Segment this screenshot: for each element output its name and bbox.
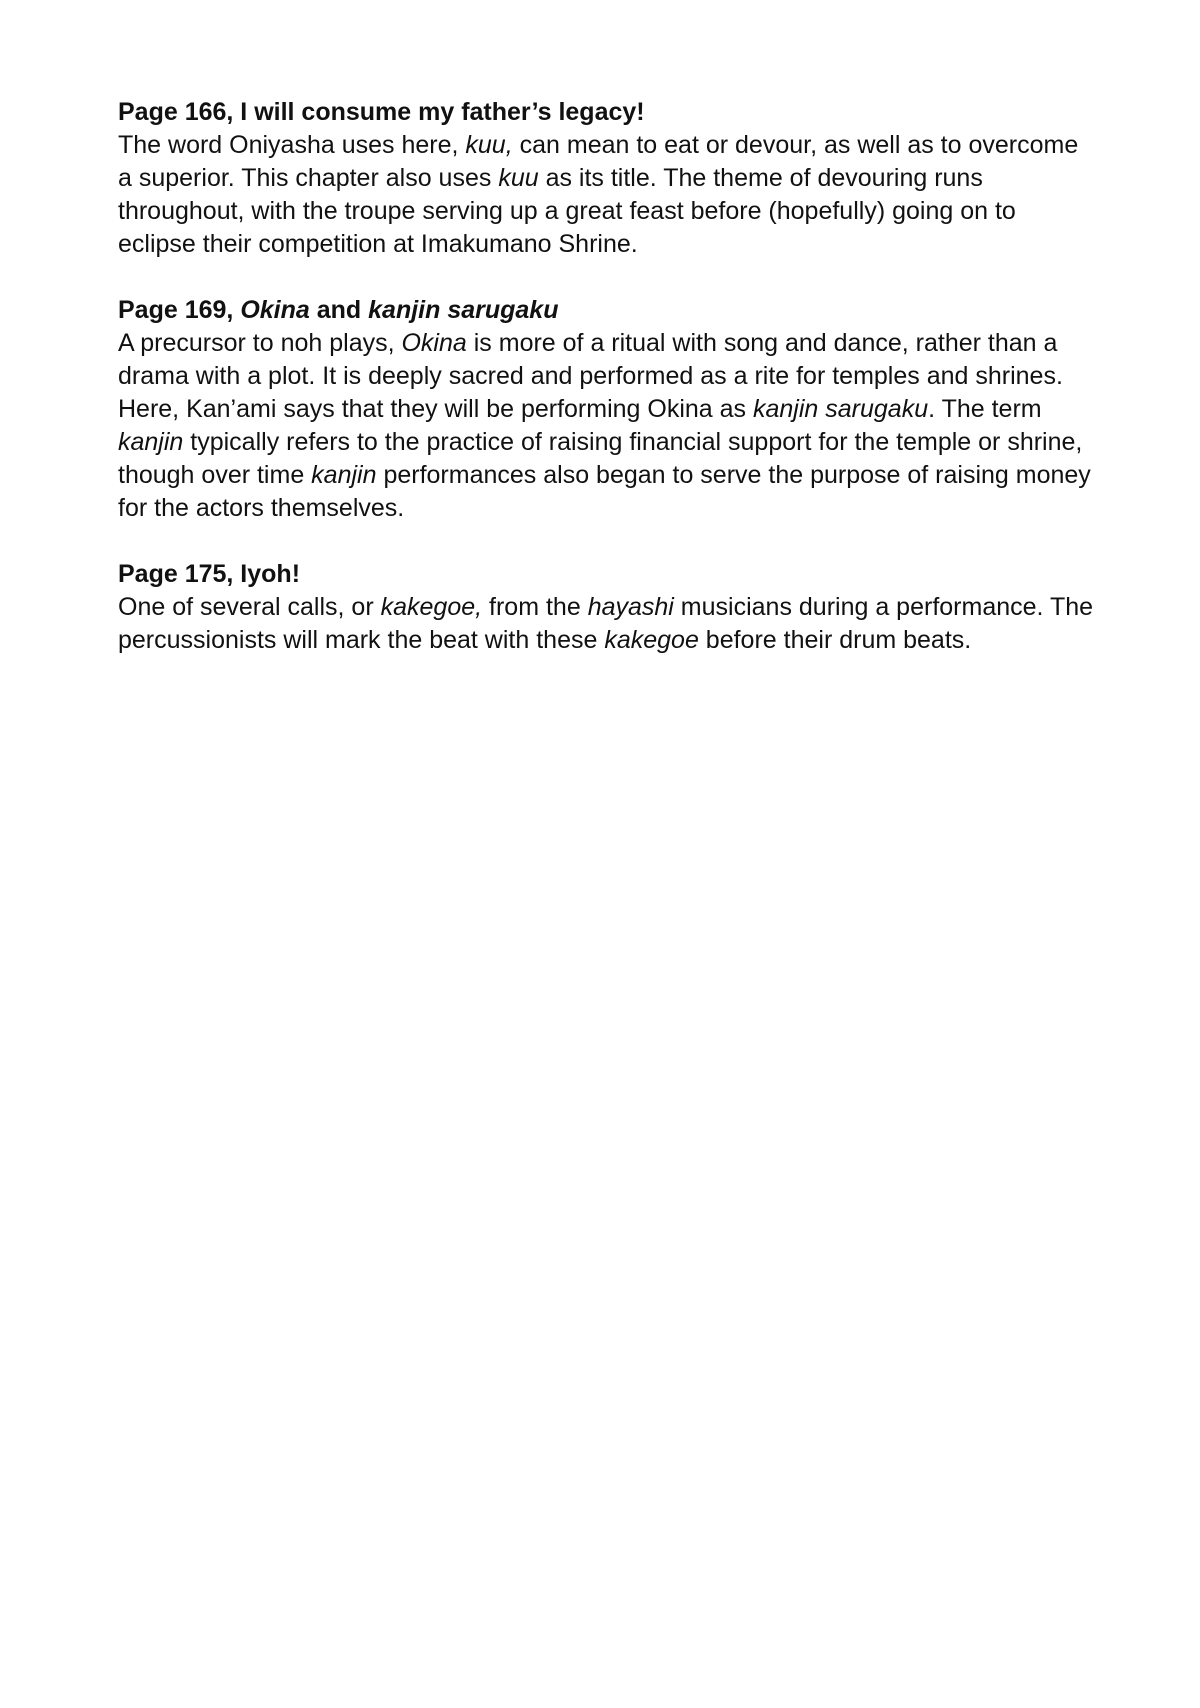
body-text: is more of a ritual with song and dance, rather than a drama with a plot. It is deeply sacred and performed as a rite for temples and shrines. Here, Kan’ami says that they will be performing Okina as: [118, 329, 1063, 423]
body-text: from the: [482, 593, 588, 621]
body-text: before their drum beats.: [698, 626, 972, 654]
body-italic-term: kanjin sarugaku: [753, 395, 929, 423]
body-italic-term: kakegoe: [604, 626, 699, 654]
note-body: [118, 327, 1098, 525]
heading-text: and: [309, 296, 369, 324]
body-italic-term: Okina: [401, 329, 467, 357]
body-italic-term: kuu: [498, 164, 539, 192]
document-page: [118, 96, 1098, 690]
body-text: can mean to eat or devour, as well as to overcome a superior. This chapter also uses: [118, 131, 1079, 192]
note-heading: [118, 294, 1098, 327]
body-italic-term: hayashi: [587, 593, 674, 621]
heading-italic-term: kanjin sarugaku: [368, 296, 559, 324]
note-body: [118, 129, 1098, 261]
heading-text: Page 169,: [118, 296, 241, 324]
body-italic-term: kakegoe,: [380, 593, 483, 621]
body-text: . The term: [928, 395, 1042, 423]
body-italic-term: kanjin: [118, 428, 184, 456]
body-italic-term: kanjin: [311, 461, 377, 489]
body-text: performances also began to serve the purpose of raising money for the actors themselves.: [118, 461, 1091, 522]
body-text: as its title. The theme of devouring runs throughout, with the troupe serving up a great feast before (hopefully) going on to eclipse their competition at Imakumano Shrine.: [118, 164, 1016, 258]
heading-text: Page 166, I will consume my father’s legacy!: [118, 98, 645, 126]
body-text: A precursor to noh plays,: [118, 329, 402, 357]
note-heading: [118, 96, 1098, 129]
body-text: One of several calls, or: [118, 593, 381, 621]
note-page-175: [118, 558, 1098, 657]
body-text: musicians during a performance. The percussionists will mark the beat with these: [118, 593, 1094, 654]
heading-italic-term: Okina: [240, 296, 310, 324]
note-page-166: [118, 96, 1098, 261]
note-body: [118, 591, 1098, 657]
heading-text: Page 175, Iyoh!: [118, 560, 301, 588]
note-page-169: [118, 294, 1098, 525]
note-heading: [118, 558, 1098, 591]
body-text: The word Oniyasha uses here,: [118, 131, 466, 159]
body-italic-term: kuu,: [465, 131, 513, 159]
body-text: typically refers to the practice of raising financial support for the temple or shrine, though over time: [118, 428, 1083, 489]
